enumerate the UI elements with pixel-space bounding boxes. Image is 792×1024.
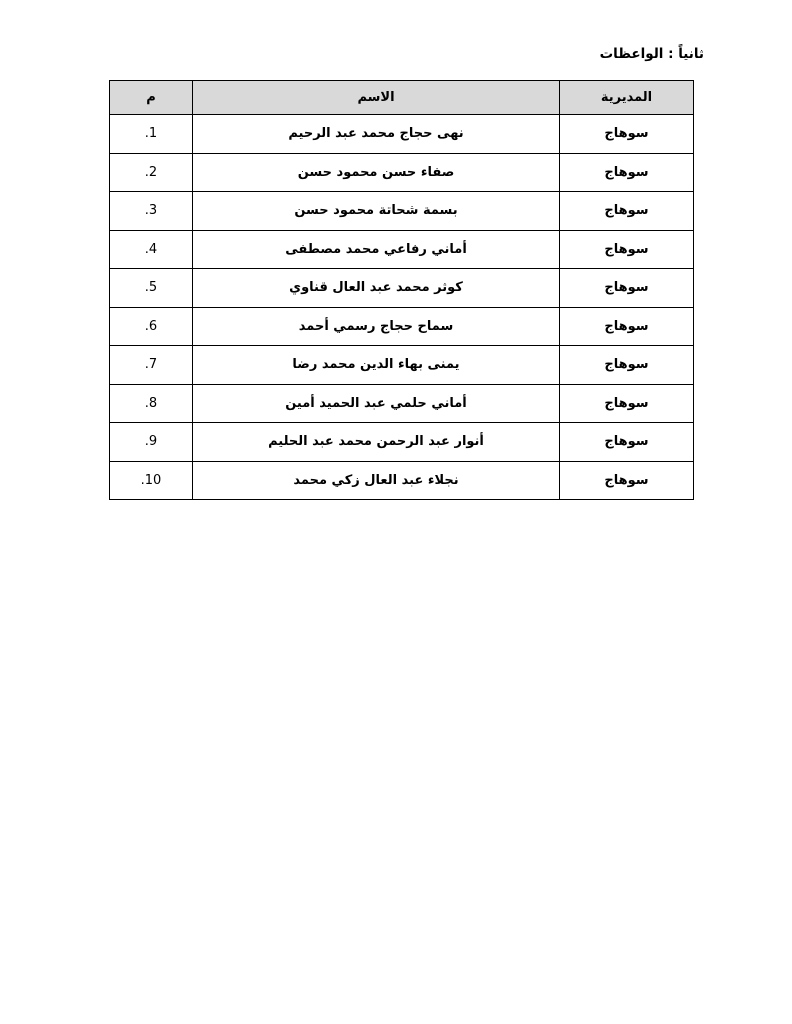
table-header-row bbox=[110, 81, 694, 115]
cell-number: .9 bbox=[110, 423, 193, 462]
cell-number: .10 bbox=[110, 461, 193, 500]
table-row bbox=[110, 115, 694, 154]
section-heading: ثانياً : الواعظات bbox=[599, 46, 704, 62]
cell-directorate: سوهاج bbox=[560, 269, 694, 308]
cell-name: يمنى بهاء الدين محمد رضا bbox=[193, 346, 560, 385]
table-row bbox=[110, 153, 694, 192]
table-row bbox=[110, 461, 694, 500]
cell-directorate: سوهاج bbox=[560, 307, 694, 346]
cell-directorate: سوهاج bbox=[560, 346, 694, 385]
table-row bbox=[110, 423, 694, 462]
cell-name: نهى حجاج محمد عبد الرحيم bbox=[193, 115, 560, 154]
cell-directorate: سوهاج bbox=[560, 153, 694, 192]
column-header-directorate: المديرية bbox=[560, 81, 694, 115]
roster-table-container bbox=[110, 80, 694, 500]
cell-number: .3 bbox=[110, 192, 193, 231]
cell-number: .4 bbox=[110, 230, 193, 269]
cell-name: صفاء حسن محمود حسن bbox=[193, 153, 560, 192]
table-row bbox=[110, 384, 694, 423]
cell-directorate: سوهاج bbox=[560, 192, 694, 231]
cell-name: أماني حلمي عبد الحميد أمين bbox=[193, 384, 560, 423]
cell-directorate: سوهاج bbox=[560, 461, 694, 500]
cell-number: .5 bbox=[110, 269, 193, 308]
column-header-number: م bbox=[110, 81, 193, 115]
table-body bbox=[110, 115, 694, 500]
cell-name: بسمة شحاتة محمود حسن bbox=[193, 192, 560, 231]
cell-name: أماني رفاعي محمد مصطفى bbox=[193, 230, 560, 269]
table-row bbox=[110, 192, 694, 231]
column-header-name: الاسم bbox=[193, 81, 560, 115]
cell-directorate: سوهاج bbox=[560, 230, 694, 269]
cell-directorate: سوهاج bbox=[560, 384, 694, 423]
cell-directorate: سوهاج bbox=[560, 423, 694, 462]
cell-name: سماح حجاج رسمي أحمد bbox=[193, 307, 560, 346]
table-row bbox=[110, 346, 694, 385]
cell-name: أنوار عبد الرحمن محمد عبد الحليم bbox=[193, 423, 560, 462]
table-row bbox=[110, 230, 694, 269]
table-header bbox=[110, 81, 694, 115]
cell-number: .7 bbox=[110, 346, 193, 385]
cell-number: .1 bbox=[110, 115, 193, 154]
cell-directorate: سوهاج bbox=[560, 115, 694, 154]
cell-number: .8 bbox=[110, 384, 193, 423]
roster-table bbox=[109, 80, 694, 500]
table-row bbox=[110, 307, 694, 346]
cell-number: .2 bbox=[110, 153, 193, 192]
cell-name: نجلاء عبد العال زكي محمد bbox=[193, 461, 560, 500]
table-row bbox=[110, 269, 694, 308]
cell-name: كوثر محمد عبد العال قناوي bbox=[193, 269, 560, 308]
cell-number: .6 bbox=[110, 307, 193, 346]
